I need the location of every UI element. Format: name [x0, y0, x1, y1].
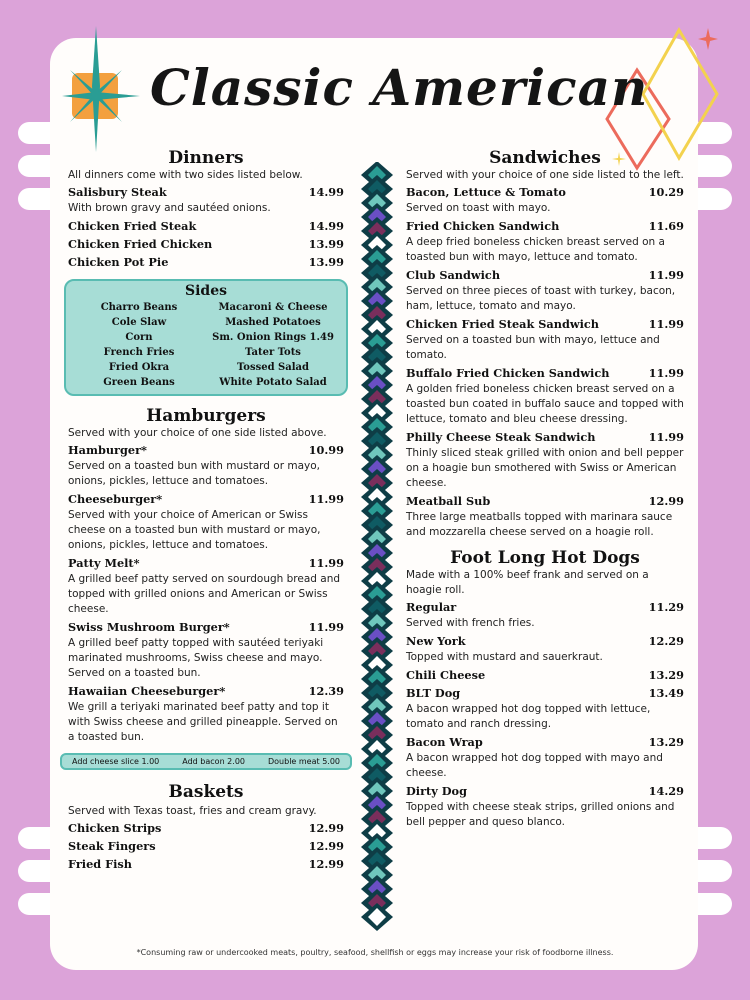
- side-item: Macaroni & Cheese: [218, 302, 328, 313]
- item-description: Served on three pieces of toast with turkey, bacon, ham, lettuce, tomato and mayo.: [406, 285, 676, 312]
- item-price: 11.99: [308, 556, 344, 570]
- item-price: 11.99: [648, 366, 684, 380]
- item-name: Swiss Mushroom Burger*: [68, 620, 230, 634]
- addon-bacon: Add bacon 2.00: [182, 757, 245, 766]
- side-item: Tater Tots: [245, 347, 301, 358]
- section-intro: Made with a 100% beef frank and served on a hoagie roll.: [406, 569, 649, 596]
- menu-item-row: [406, 684, 684, 702]
- item-price: 12.99: [308, 821, 344, 835]
- menu-item-row: [68, 235, 344, 253]
- menu-item: [406, 315, 684, 363]
- menu-item: [68, 819, 344, 837]
- right-column: [406, 148, 684, 831]
- side-item: Corn: [125, 332, 153, 343]
- item-price: 12.99: [308, 857, 344, 871]
- menu-item-row: [406, 632, 684, 650]
- side-item: White Potato Salad: [219, 377, 327, 388]
- item-price: 11.99: [648, 317, 684, 331]
- section-heading: Baskets: [168, 782, 244, 802]
- menu-item: [406, 782, 684, 830]
- item-price: 13.29: [648, 735, 684, 749]
- section-intro: Served with Texas toast, fries and cream gravy.: [68, 805, 317, 817]
- menu-item: [406, 684, 684, 732]
- menu-item-row: [68, 490, 344, 508]
- menu-item-row: [406, 364, 684, 382]
- footnote: *Consuming raw or undercooked meats, poultry, seafood, shellfish or eggs may increase your risk of foodborne illness.: [136, 948, 614, 957]
- item-name: Meatball Sub: [406, 494, 491, 508]
- side-item: Charro Beans: [100, 302, 178, 313]
- item-name: Chicken Fried Chicken: [68, 237, 213, 251]
- menu-item: [68, 235, 344, 253]
- starburst-icon: [56, 26, 140, 152]
- menu-item-row: [406, 492, 684, 510]
- item-price: 13.99: [308, 255, 344, 269]
- menu-item: [406, 733, 684, 781]
- menu-item: [406, 492, 684, 540]
- item-description: Topped with mustard and sauerkraut.: [406, 651, 603, 663]
- sides-list: [72, 300, 340, 390]
- menu-item: [406, 183, 684, 216]
- item-description: A bacon wrapped hot dog topped with lettuce, tomato and ranch dressing.: [406, 703, 651, 730]
- item-price: 11.99: [308, 620, 344, 634]
- menu-item: [68, 554, 344, 617]
- item-description: Topped with cheese steak strips, grilled onions and bell pepper and queso blanco.: [406, 801, 675, 828]
- menu-item-row: [68, 183, 344, 201]
- item-name: Hawaiian Cheeseburger*: [68, 684, 226, 698]
- item-name: Regular: [406, 600, 457, 614]
- side-item: Mashed Potatoes: [225, 317, 321, 328]
- menu-item: [68, 253, 344, 271]
- section-heading: Dinners: [168, 148, 244, 168]
- sides-heading: Sides: [184, 283, 227, 299]
- item-name: Steak Fingers: [68, 839, 156, 853]
- menu-item: [406, 632, 684, 665]
- menu-item-row: [68, 837, 344, 855]
- item-price: 13.99: [308, 237, 344, 251]
- menu-item-row: [406, 428, 684, 446]
- side-item: Tossed Salad: [236, 362, 310, 373]
- item-name: Bacon, Lettuce & Tomato: [406, 185, 566, 199]
- menu-item-row: [406, 598, 684, 616]
- item-name: BLT Dog: [406, 686, 461, 700]
- menu-item-row: [406, 183, 684, 201]
- item-description: Thinly sliced steak grilled with onion and bell pepper on a hoagie bun smothered with Swiss or American cheese.: [406, 447, 684, 489]
- side-item: French Fries: [103, 347, 175, 358]
- item-description: Served with french fries.: [406, 617, 535, 629]
- item-price: 14.99: [308, 185, 344, 199]
- item-price: 12.99: [308, 839, 344, 853]
- menu-item: [68, 837, 344, 855]
- item-price: 11.99: [648, 268, 684, 282]
- item-description: With brown gravy and sautéed onions.: [68, 202, 271, 214]
- item-description: We grill a teriyaki marinated beef patty and top it with Swiss cheese and grilled pineapple. Served on a toasted bun.: [68, 701, 338, 743]
- item-description: Three large meatballs topped with marinara sauce and mozzarella cheese served on a hoagie roll.: [406, 511, 673, 538]
- item-name: Chicken Pot Pie: [68, 255, 169, 269]
- item-description: A deep fried boneless chicken breast served on a toasted bun with mayo, lettuce and tomato.: [406, 236, 665, 263]
- item-name: Cheeseburger*: [68, 492, 163, 506]
- item-name: Patty Melt*: [68, 556, 140, 570]
- menu-item: [406, 217, 684, 265]
- item-price: 10.29: [648, 185, 684, 199]
- menu-item-row: [68, 441, 344, 459]
- item-price: 10.99: [308, 443, 344, 457]
- menu-item: [406, 428, 684, 491]
- item-name: Club Sandwich: [406, 268, 501, 282]
- section-heading: Hamburgers: [146, 406, 266, 426]
- menu-item-row: [406, 782, 684, 800]
- item-price: 13.29: [648, 668, 684, 682]
- item-price: 12.99: [648, 494, 684, 508]
- side-item: Fried Okra: [108, 362, 170, 373]
- item-price: 11.29: [648, 600, 684, 614]
- item-name: Fried Chicken Sandwich: [406, 219, 560, 233]
- section-intro: Served with your choice of one side listed above.: [68, 427, 327, 439]
- item-price: 14.29: [648, 784, 684, 798]
- menu-item-row: [68, 819, 344, 837]
- menu-item: [406, 364, 684, 427]
- menu-item: [68, 441, 344, 489]
- hamburgers-section: [68, 406, 344, 770]
- menu-item-row: [406, 733, 684, 751]
- item-name: Chicken Strips: [68, 821, 162, 835]
- menu-item: [68, 217, 344, 235]
- menu-item: [68, 855, 344, 873]
- item-price: 11.99: [308, 492, 344, 506]
- side-item: Green Beans: [103, 377, 175, 388]
- hotdogs-section: [406, 548, 684, 830]
- menu-item: [68, 682, 344, 745]
- item-name: Bacon Wrap: [406, 735, 483, 749]
- item-name: Chicken Fried Steak Sandwich: [406, 317, 599, 331]
- item-name: Chili Cheese: [406, 668, 486, 682]
- item-description: Served on a toasted bun with mayo, lettuce and tomato.: [406, 334, 660, 361]
- section-heading: Foot Long Hot Dogs: [450, 548, 640, 568]
- item-name: Salisbury Steak: [68, 185, 167, 199]
- item-price: 11.69: [648, 219, 684, 233]
- item-description: Served on toast with mayo.: [406, 202, 551, 214]
- menu-item-row: [406, 315, 684, 333]
- item-description: A grilled beef patty topped with sautéed teriyaki marinated mushrooms, Swiss cheese and mayo. Served on a toasted bun.: [68, 637, 324, 679]
- item-price: 12.39: [308, 684, 344, 698]
- item-description: A bacon wrapped hot dog topped with mayo and cheese.: [406, 752, 663, 779]
- section-heading: Sandwiches: [489, 148, 601, 168]
- item-price: 11.99: [648, 430, 684, 444]
- menu-item: [406, 666, 684, 684]
- item-price: 13.49: [648, 686, 684, 700]
- item-description: Served with your choice of American or Swiss cheese on a toasted bun with mustard or mayo, onions, pickles, lettuce and tomatoes.: [68, 509, 321, 551]
- item-description: A golden fried boneless chicken breast served on a toasted bun coated in buffalo sauce and topped with lettuce, tomato and bleu cheese dressing.: [406, 383, 684, 425]
- item-name: Philly Cheese Steak Sandwich: [406, 430, 596, 444]
- diamond-divider: [359, 162, 395, 930]
- item-name: Hamburger*: [68, 443, 147, 457]
- menu-title: Classic American: [150, 58, 649, 117]
- item-name: Chicken Fried Steak: [68, 219, 197, 233]
- side-item: Cole Slaw: [111, 317, 167, 328]
- side-item: Sm. Onion Rings 1.49: [212, 332, 334, 343]
- addons-bar: [60, 753, 352, 770]
- menu-item-row: [68, 682, 344, 700]
- diamond-divider-graphic: [359, 162, 395, 932]
- menu-item: [68, 183, 344, 216]
- item-description: Served on a toasted bun with mustard or mayo, onions, pickles, lettuce and tomatoes.: [68, 460, 321, 487]
- baskets-section: [68, 782, 344, 873]
- menu-item: [406, 266, 684, 314]
- left-column: [68, 148, 344, 873]
- menu-item: [68, 490, 344, 553]
- menu-item-row: [68, 554, 344, 572]
- menu-item-row: [406, 666, 684, 684]
- item-price: 14.99: [308, 219, 344, 233]
- sandwiches-section: [406, 148, 684, 540]
- menu-item-row: [68, 253, 344, 271]
- item-name: Buffalo Fried Chicken Sandwich: [406, 366, 610, 380]
- menu-item-row: [68, 855, 344, 873]
- menu-item-row: [68, 618, 344, 636]
- addon-double-meat: Double meat 5.00: [268, 757, 340, 766]
- menu-item-row: [406, 217, 684, 235]
- item-name: Fried Fish: [68, 857, 132, 871]
- menu-item: [68, 618, 344, 681]
- section-intro: Served with your choice of one side listed to the left.: [406, 169, 684, 181]
- item-name: New York: [406, 634, 466, 648]
- menu-item-row: [68, 217, 344, 235]
- sides-box: [64, 279, 348, 396]
- menu-item-row: [406, 266, 684, 284]
- menu-item: [406, 598, 684, 631]
- item-description: A grilled beef patty served on sourdough bread and topped with grilled onions and American or Swiss cheese.: [68, 573, 341, 615]
- addon-cheese: Add cheese slice 1.00: [72, 757, 160, 766]
- dinners-section: [68, 148, 344, 271]
- section-intro: All dinners come with two sides listed below.: [68, 169, 303, 181]
- item-name: Dirty Dog: [406, 784, 467, 798]
- item-price: 12.29: [648, 634, 684, 648]
